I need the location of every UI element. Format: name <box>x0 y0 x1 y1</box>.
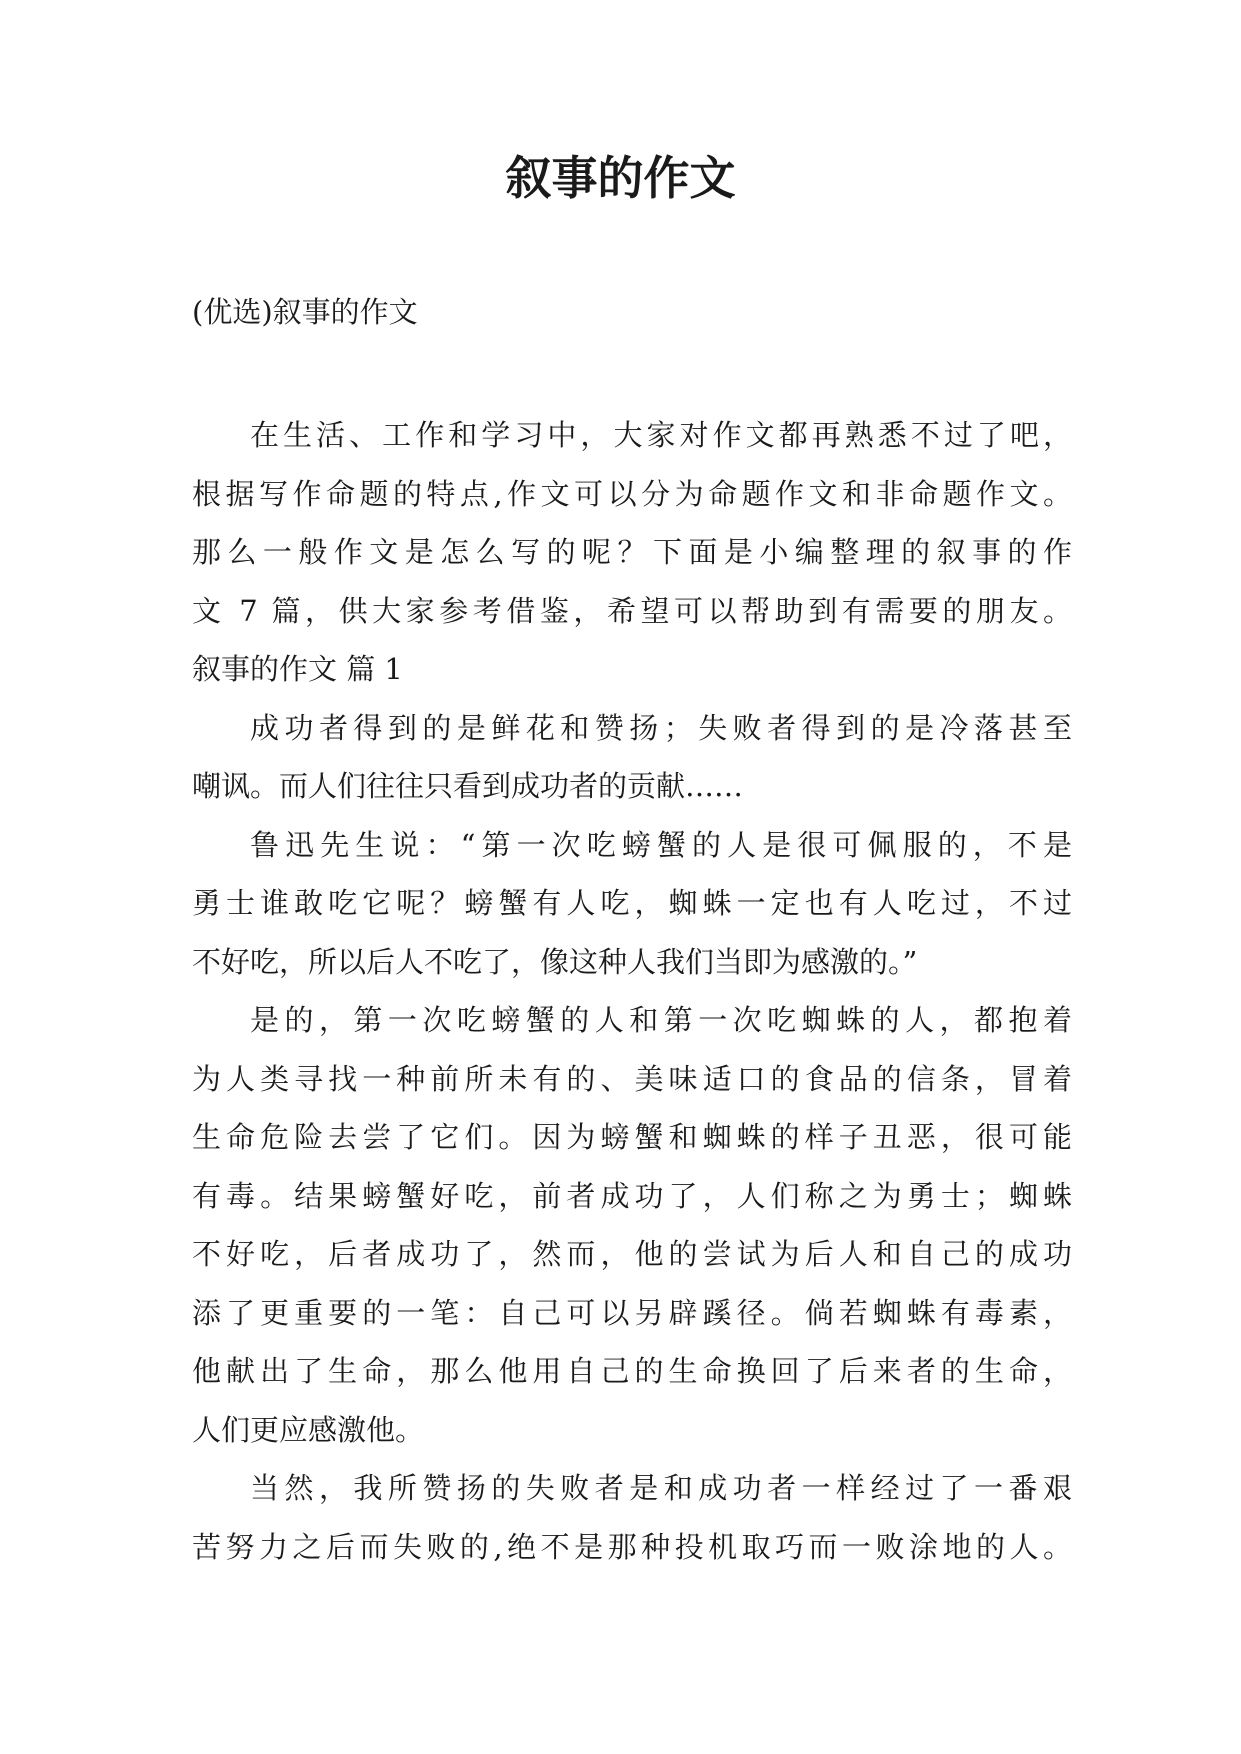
document-title: 叙事的作文 <box>505 151 736 205</box>
document-subtitle: (优选)叙事的作文 <box>192 295 418 329</box>
body-text-line: 苦努力之后而失败的,绝不是那种投机取巧而一败涂地的人。 <box>192 1529 1072 1564</box>
body-text-line: 有毒。结果螃蟹好吃，前者成功了，人们称之为勇士；蜘蛛 <box>192 1178 1072 1213</box>
body-text-line: 成功者得到的是鲜花和赞扬；失败者得到的是冷落甚至 <box>250 710 1072 745</box>
body-text-line: 文 7 篇，供大家参考借鉴，希望可以帮助到有需要的朋友。 <box>192 593 1072 628</box>
body-text-line: 为人类寻找一种前所未有的、美味适口的食品的信条，冒着 <box>192 1061 1072 1096</box>
document-body <box>192 406 1072 1576</box>
body-text-line: 根据写作命题的特点,作文可以分为命题作文和非命题作文。 <box>192 476 1072 511</box>
body-text-line: 在生活、工作和学习中，大家对作文都再熟悉不过了吧， <box>250 418 1072 452</box>
body-text-line: 勇士谁敢吃它呢？螃蟹有人吃，蜘蛛一定也有人吃过，不过 <box>192 886 1072 920</box>
body-text-line: 不好吃，所以后人不吃了，像这种人我们当即为感激的。” <box>192 944 918 979</box>
body-text-line: 不好吃，后者成功了，然而，他的尝试为后人和自己的成功 <box>192 1237 1072 1271</box>
body-text-line: 生命危险去尝了它们。因为螃蟹和蜘蛛的样子丑恶，很可能 <box>192 1120 1072 1154</box>
body-text-line: 那么一般作文是怎么写的呢？下面是小编整理的叙事的作 <box>192 535 1072 569</box>
body-text-line: 当然，我所赞扬的失败者是和成功者一样经过了一番艰 <box>250 1471 1072 1505</box>
body-text-line: 人们更应感激他。 <box>192 1412 425 1447</box>
body-text-line: 叙事的作文 篇 1 <box>192 652 403 686</box>
body-text-line: 是的，第一次吃螃蟹的人和第一次吃蜘蛛的人，都抱着 <box>250 1003 1072 1037</box>
body-text-line: 鲁迅先生说：“第一次吃螃蟹的人是很可佩服的，不是 <box>250 827 1072 862</box>
body-text-line: 添了更重要的一笔：自己可以另辟蹊径。倘若蜘蛛有毒素， <box>192 1295 1072 1330</box>
body-text-line: 他献出了生命，那么他用自己的生命换回了后来者的生命， <box>192 1354 1072 1388</box>
body-text-line: 嘲讽。而人们往往只看到成功者的贡献…… <box>192 769 744 803</box>
